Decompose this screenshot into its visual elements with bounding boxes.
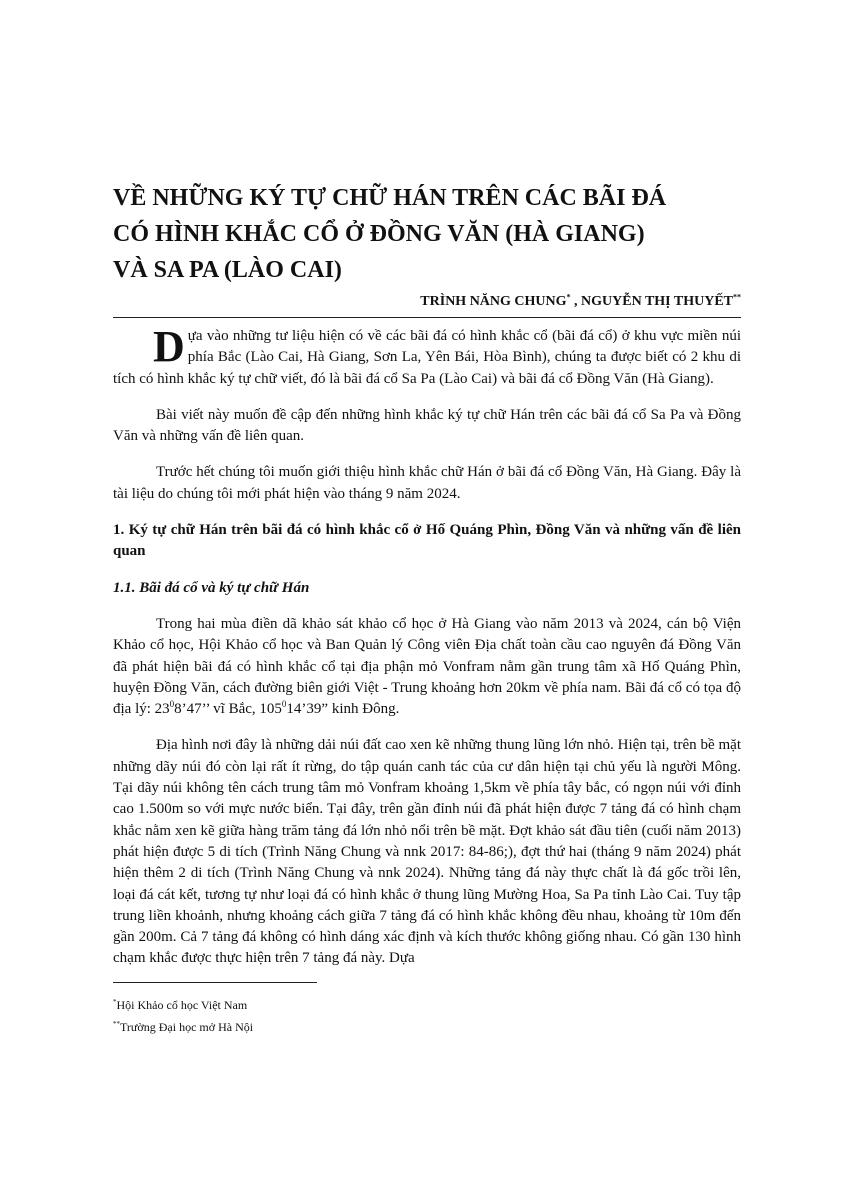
title-line-1: VỀ NHỮNG KÝ TỰ CHỮ HÁN TRÊN CÁC BÃI ĐÁ: [113, 185, 667, 211]
footnote-2: [113, 1016, 741, 1038]
intro-paragraph-2: Bài viết này muốn đề cập đến những hình khắc ký tự chữ Hán trên các bãi đá cổ Sa Pa và Đồng Văn và những vấn đề liên quan.: [113, 406, 741, 445]
author-1: TRÌNH NĂNG CHUNG: [420, 294, 567, 309]
article-title: [113, 180, 741, 288]
footnotes: [113, 994, 741, 1038]
footnote-1: [113, 994, 741, 1016]
footnote-divider: [113, 982, 317, 983]
intro-paragraph-1-text: ựa vào những tư liệu hiện có về các bãi đá có hình khắc cổ (bãi đá cổ) ở khu vực miền núi phía Bắc (Lào Cai, Hà Giang, Sơn La, Yên Bái, Hòa Bình), chúng ta được biết có 2 khu di tích có hình khắc ký tự chữ viết, đó là bãi đá cổ Sa Pa (Lào Cai) và bãi đá cổ Đồng Văn (Hà Giang).: [113, 328, 741, 387]
section-1-paragraph-1: [113, 614, 741, 720]
degree-mark-lon: 0: [281, 699, 287, 710]
section-1-paragraph-2: Địa hình nơi đây là những dải núi đất cao xen kẽ những thung lũng lớn nhỏ. Hiện tại, trên bề mặt những dãy núi đó còn lại rất ít rừng, do tập quán canh tác của cư dân hiện tại chủ yếu là người Mông. Tại dãy núi không tên cách trung tâm mỏ Vonfram khoảng 1,5km về phía tây bắc, có ngọn núi với đỉnh cao 1.500m so với mực nước biển. Tại đây, trên gần đỉnh núi đã phát hiện được 7 tảng đá có hình chạm khắc nằm xen kẽ giữa hàng trăm tảng đá lớn nhỏ nổi trên bề mặt. Đợt khảo sát đầu tiên (cuối năm 2013) phát hiện được 5 di tích (Trình Năng Chung và nnk 2017: 84-86;), đợt thứ hai (tháng 9 năm 2024) phát hiện thêm 2 di tích (Trình Năng Chung và nnk 2024). Những tảng đá này thực chất là đá gốc trồi lên, loại đá cát kết, tương tự như loại đá có hình khắc ở thung lũng Mường Hoa, Sa Pa tỉnh Lào Cai. Tuy tập trung liền khoảnh, nhưng khoảng cách giữa 7 tảng đá có hình khắc không đều nhau, khoảng từ 10m đến gần 200m. Cả 7 tảng đá không có hình dáng xác định và kích thước không giống nhau. Có gần 130 hình chạm khắc được thực hiện trên 7 tảng đá này. Dựa: [113, 737, 741, 967]
footnote-2-mark: **: [113, 1020, 120, 1028]
author-line: [420, 294, 741, 310]
footnote-1-text: Hội Khảo cổ học Việt Nam: [116, 998, 248, 1012]
intro-paragraph-1: [113, 322, 741, 390]
degree-mark-lat: 0: [169, 699, 175, 710]
article-body: [113, 322, 741, 985]
header-divider: [113, 317, 741, 318]
author-2: NGUYỄN THỊ THUYẾT: [581, 294, 733, 309]
author-separator: ,: [570, 294, 582, 309]
intro-paragraph-3: Trước hết chúng tôi muốn giới thiệu hình khắc chữ Hán ở bãi đá cổ Đồng Văn, Hà Giang. Đây là tài liệu do chúng tôi mới phát hiện vào tháng 9 năm 2024.: [113, 464, 741, 502]
author-2-footnote-mark[interactable]: **: [733, 292, 741, 302]
author-1-footnote-mark[interactable]: *: [566, 292, 571, 302]
footnote-2-text: Trường Đại học mở Hà Nội: [120, 1020, 254, 1034]
coord-text-1: Trong hai mùa điền dã khảo sát khảo cổ học ở Hà Giang vào năm 2013 và 2024, cán bộ Viện Khảo cổ học, Hội Khảo cổ học và Ban Quản lý Công viên Địa chất toàn cầu cao nguyên đá Đồng Văn đã phát hiện bãi đá có hình khắc cổ tại địa phận mỏ Vonfram nằm gần trung tâm xã Hố Quáng Phìn, huyện Đồng Văn, cách đường biên giới Việt - Trung khoảng hơn 20km về phía nam. Bãi đá cổ có tọa độ địa lý: 23: [113, 615, 741, 718]
footnote-1-mark: *: [113, 998, 117, 1006]
coord-text-3: 14’39” kinh Đông.: [286, 701, 400, 718]
title-line-3: VÀ SA PA (LÀO CAI): [113, 257, 342, 283]
coord-text-2: 8’47’’ vĩ Bắc, 105: [174, 701, 282, 718]
drop-cap: D: [153, 322, 185, 371]
subsection-1-1-heading: 1.1. Bãi đá cổ và ký tự chữ Hán: [113, 579, 310, 596]
section-1-heading: 1. Ký tự chữ Hán trên bãi đá có hình khắc cổ ở Hố Quáng Phìn, Đồng Văn và những vấn đề liên quan: [113, 522, 741, 560]
title-line-2: CÓ HÌNH KHẮC CỔ Ở ĐỒNG VĂN (HÀ GIANG): [113, 221, 645, 247]
